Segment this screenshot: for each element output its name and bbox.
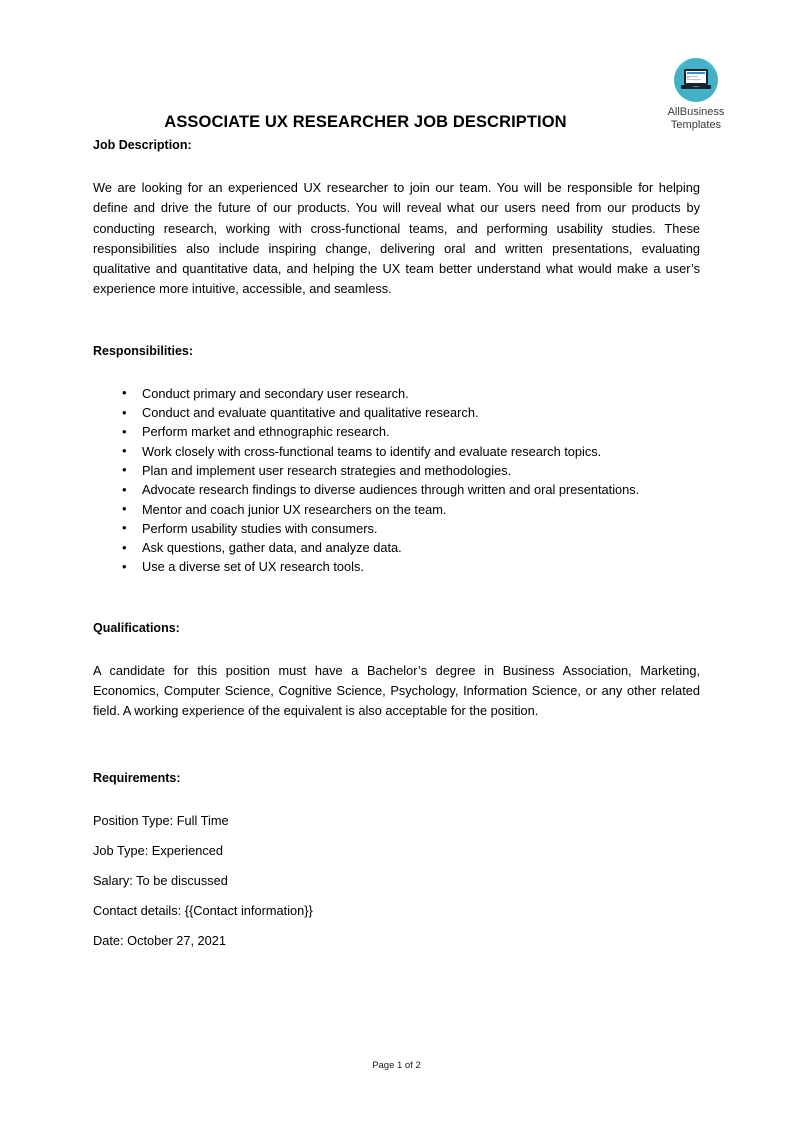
logo-circle [674,58,718,102]
allbusiness-templates-logo [652,58,740,132]
document-content [93,138,700,950]
list-item: • Ask questions, gather data, and analyze data. [93,538,700,557]
laptop-trackpad-notch [693,86,699,87]
list-item: • Conduct and evaluate quantitative and qualitative research. [93,403,700,422]
qualifications-heading: Qualifications: [93,620,180,635]
list-item: • Perform market and ethnographic research. [93,422,700,441]
responsibilities-list [93,384,700,577]
responsibilities-heading: Responsibilities: [93,343,194,358]
laptop-icon [681,69,711,91]
requirement-job-type: Job Type: Experienced [93,842,223,858]
list-item: • Mentor and coach junior UX researchers on the team. [93,500,700,519]
list-item: • Use a diverse set of UX research tools. [93,557,700,576]
screen-text-line [687,76,698,77]
logo-line-2: Templates [670,119,722,131]
list-item: • Conduct primary and secondary user research. [93,384,700,403]
logo-wordmark [652,106,740,132]
qualifications-paragraph: A candidate for this position must have a Bachelor’s degree in Business Association, Marketing, Economics, Computer Science, Cognitive Science, Psychology, Information Science, or any other related field. A working experience of the equivalent is also acceptable for the position. [93,662,700,719]
list-item: • Work closely with cross-functional teams to identify and evaluate research topics. [93,442,700,461]
screen-title-bar [687,72,705,74]
job-description-paragraph: We are looking for an experienced UX researcher to join our team. You will be responsible for helping define and drive the future of our products. You will reveal what our users need from our products by conducting research, working with cross-functional teams, and performing usability studies. These responsibilities also include inspiring change, delivering oral and written presentations, evaluating qualitative and quantitative data, and helping the UX team better understand what would make a user’s experience more intuitive, accessible, and seamless. [93,180,700,297]
screen-text-line [687,79,701,80]
job-description-heading: Job Description: [93,138,192,152]
list-item: • Plan and implement user research strategies and methodologies. [93,461,700,480]
requirement-salary: Salary: To be discussed [93,872,228,888]
page-footer: Page 1 of 2 [372,1060,421,1071]
laptop-screen [686,71,707,84]
requirement-position-type: Position Type: Full Time [93,812,229,828]
list-item: • Perform usability studies with consumers. [93,519,700,538]
list-item: • Advocate research findings to diverse audiences through written and oral presentations. [93,480,700,499]
page-title: ASSOCIATE UX RESEARCHER JOB DESCRIPTION [164,113,567,131]
requirement-date: Date: October 27, 2021 [93,932,227,948]
logo-line-1: AllBusiness [667,106,725,118]
requirement-contact-details: Contact details: {{Contact information}} [93,902,313,918]
requirements-heading: Requirements: [93,770,181,785]
